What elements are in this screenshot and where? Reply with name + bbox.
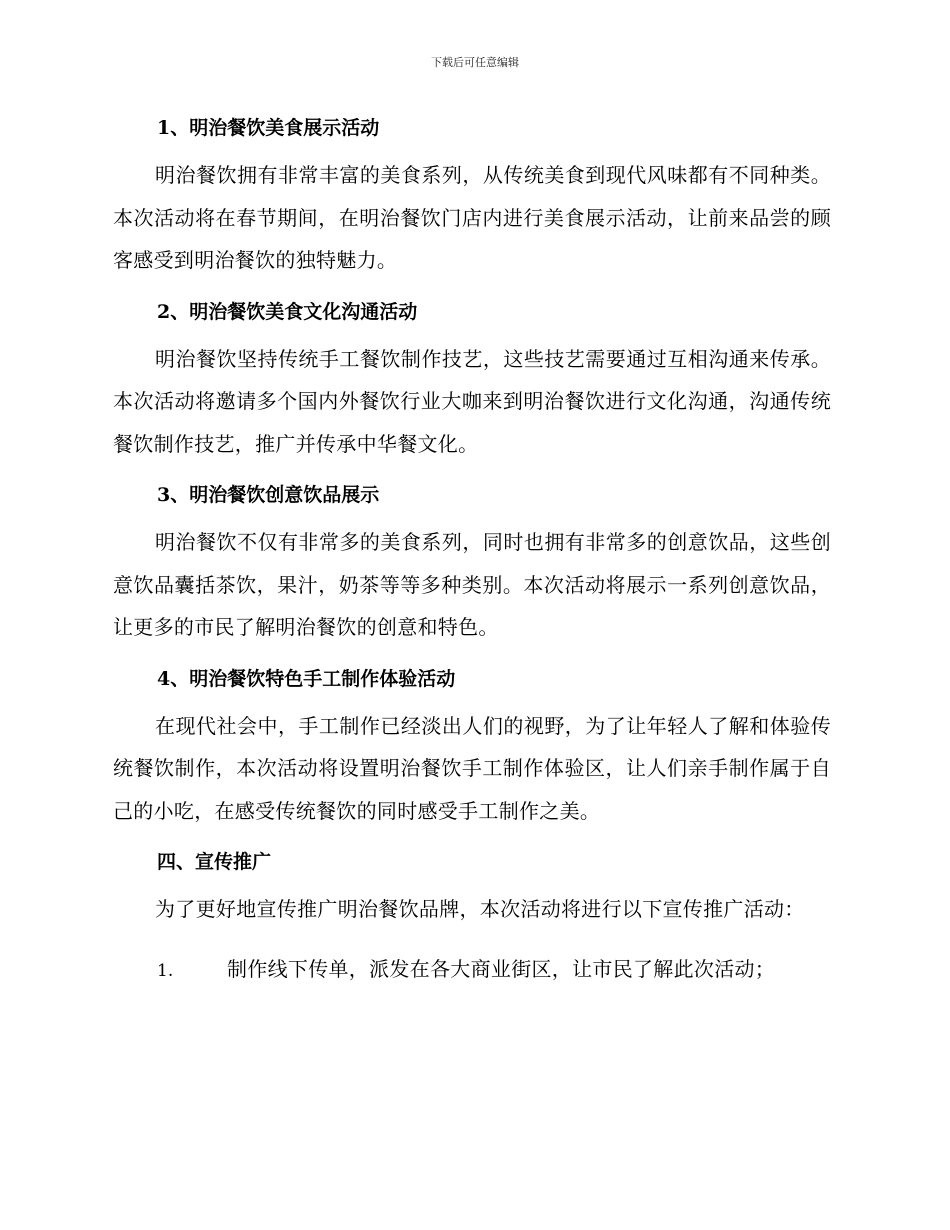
section-heading: 2、明治餐饮美食文化沟通活动 xyxy=(157,300,418,323)
document-body xyxy=(113,108,831,982)
section-paragraph: 明治餐饮坚持传统手工餐饮制作技艺，这些技艺需要通过互相沟通来传承。本次活动将邀请多个国内外餐饮行业大咖来到明治餐饮进行文化沟通，沟通传统餐饮制作技艺，推广并传承中华餐文化。 xyxy=(113,346,831,456)
list-item xyxy=(113,953,831,982)
list-text: 制作线下传单，派发在各大商业街区，让市民了解此次活动； xyxy=(227,956,776,981)
promotion-heading: 四、宣传推广 xyxy=(157,851,272,873)
section-heading: 1、明治餐饮美食展示活动 xyxy=(157,117,380,139)
section-paragraph: 在现代社会中，手工制作已经淡出人们的视野，为了让年轻人了解和体验传统餐饮制作，本次活动将设置明治餐饮手工制作体验区，让人们亲手制作属于自己的小吃，在感受传统餐饮的同时感受手工制作之美。 xyxy=(113,713,831,823)
list-number: 1. xyxy=(157,960,174,981)
promotion-intro: 为了更好地宣传推广明治餐饮品牌，本次活动将进行以下宣传推广活动： xyxy=(155,897,805,921)
section-paragraph: 明治餐饮不仅有非常多的美食系列，同时也拥有非常多的创意饮品，这些创意饮品囊括茶饮，果汁，奶茶等等多种类别。本次活动将展示一系列创意饮品，让更多的市民了解明治餐饮的创意和特色。 xyxy=(113,530,831,639)
section-heading: 4、明治餐饮特色手工制作体验活动 xyxy=(157,667,456,690)
section-paragraph: 明治餐饮拥有非常丰富的美食系列，从传统美食到现代风味都有不同种类。本次活动将在春节期间，在明治餐饮门店内进行美食展示活动，让前来品尝的顾客感受到明治餐饮的独特魅力。 xyxy=(113,163,831,272)
section-heading: 3、明治餐饮创意饮品展示 xyxy=(157,484,380,506)
page-header: 下载后可任意编辑 xyxy=(431,56,519,69)
